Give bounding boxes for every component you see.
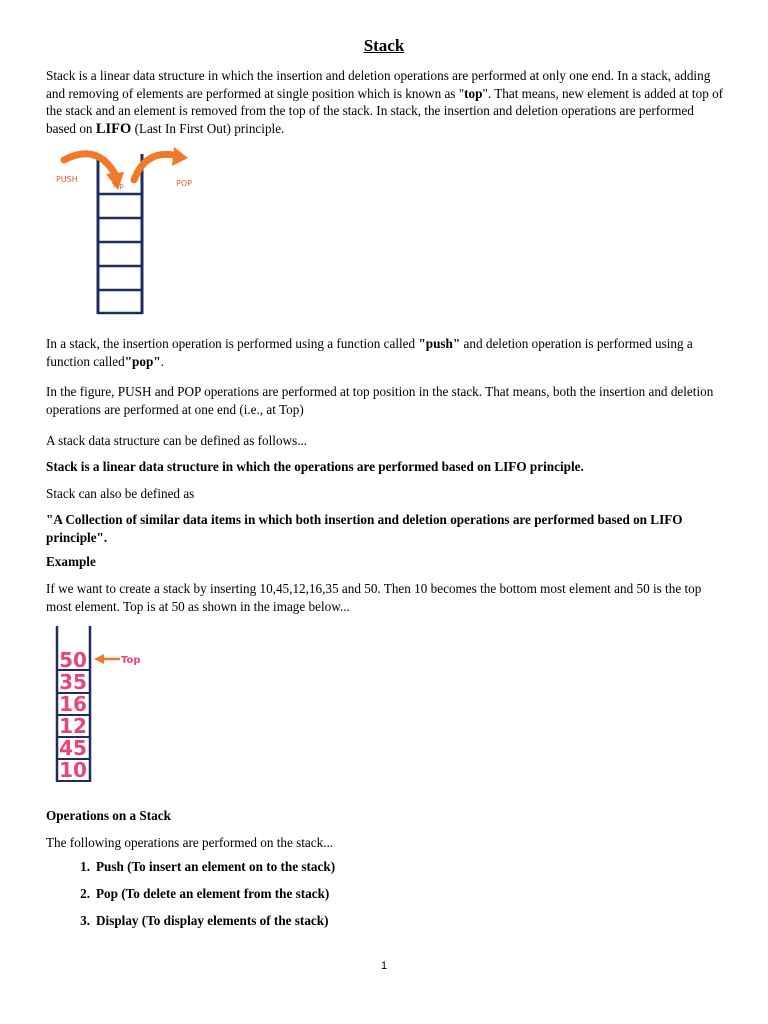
list-text: Push (To insert an element on to the stack) xyxy=(96,859,336,874)
pop-label: POP xyxy=(176,179,192,188)
list-number: 3. xyxy=(80,913,90,928)
operations-list xyxy=(46,858,335,939)
intro-paragraph xyxy=(46,67,726,138)
list-item xyxy=(46,885,335,912)
list-item xyxy=(46,912,335,939)
definition-2: "A Collection of similar data items in which both insertion and deletion operations are performed based on LIFO principle". xyxy=(46,512,683,545)
also-defined-text: Stack can also be defined as xyxy=(46,486,195,501)
defined-intro: A stack data structure can be defined as follows... xyxy=(46,433,308,448)
operations-heading: Operations on a Stack xyxy=(46,808,171,823)
top-label: Top xyxy=(112,182,124,190)
figure-explanation-paragraph: In the figure, PUSH and POP operations are performed at top position in the stack. That means, both the insertion and deletion operations are performed at one end (i.e., at Top) xyxy=(46,384,714,417)
stack-value-45: 45 xyxy=(59,736,87,760)
page-title: Stack xyxy=(363,36,405,55)
intro-text-2: ". That means, new element is added at top of the stack and an element is removed from the top of the stack. In stack, the insertion and deletion operations are performed based on xyxy=(46,85,724,136)
push-keyword: "push" xyxy=(418,336,461,351)
example-heading: Example xyxy=(46,554,96,569)
example-paragraph: If we want to create a stack by inserting 10,45,12,16,35 and 50. Then 10 becomes the bottom most element and 50 is the top most element. Top is at 50 as shown in the image below... xyxy=(46,581,702,614)
pop-keyword: "pop" xyxy=(124,353,161,369)
intro-text-1: Stack is a linear data structure in which the insertion and deletion operations are performed at only one end. In a stack, adding and removing of elements are performed at single position which is known as " xyxy=(46,68,711,101)
operations-intro: The following operations are performed on the stack... xyxy=(46,835,334,850)
top-pointer-arrow xyxy=(94,654,120,664)
intro-text-3: (Last In First Out) principle. xyxy=(131,120,285,136)
number-stack-figure xyxy=(54,626,154,786)
list-text: Display (To display elements of the stack) xyxy=(96,913,329,928)
stack-value-16: 16 xyxy=(59,692,87,716)
push-pop-text-1: In a stack, the insertion operation is performed using a function called xyxy=(46,336,419,351)
push-pop-stack-figure xyxy=(48,146,198,318)
page-number: 1 xyxy=(380,960,388,972)
list-number: 2. xyxy=(80,886,90,901)
lifo-keyword: LIFO xyxy=(95,120,132,137)
push-pop-text-3: . xyxy=(160,353,164,369)
stack-value-35: 35 xyxy=(59,670,87,694)
definition-1: Stack is a linear data structure in which the operations are performed based on LIFO principle. xyxy=(46,459,584,474)
list-number: 1. xyxy=(80,859,90,874)
stack-value-12: 12 xyxy=(59,714,87,738)
top-keyword: top xyxy=(464,85,483,101)
stack-value-50: 50 xyxy=(59,648,87,672)
stack-value-10: 10 xyxy=(59,758,87,782)
push-pop-text-2: and deletion operation is performed using a function called xyxy=(46,336,693,369)
list-item xyxy=(46,858,335,885)
list-text: Pop (To delete an element from the stack) xyxy=(96,886,330,901)
top-pointer-label: Top xyxy=(121,655,141,666)
push-label: PUSH xyxy=(56,175,78,184)
push-pop-paragraph xyxy=(46,335,726,370)
